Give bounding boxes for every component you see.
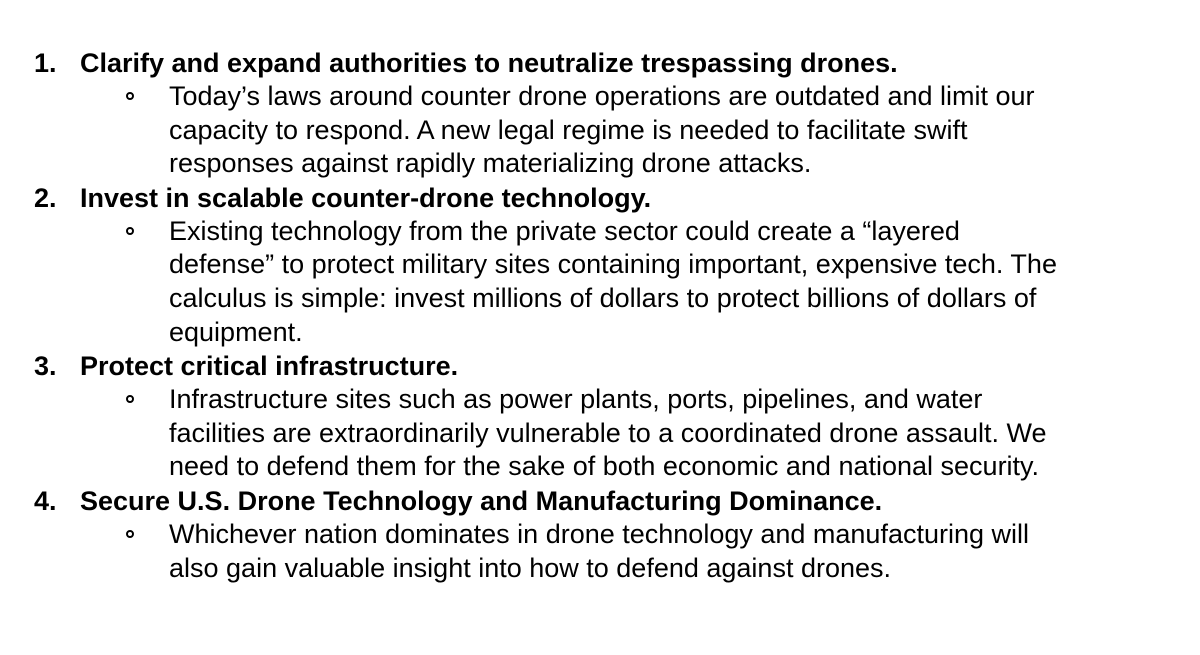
list-item-3 [0,349,1200,484]
hollow-circle-bullet-icon [126,92,134,100]
item-heading: Invest in scalable counter-drone technology. [80,182,652,213]
item-heading: Protect critical infrastructure. [80,351,459,382]
text-line: also gain valuable insight into how to defend against drones. [169,552,891,583]
sub-bullet-text [169,215,1169,349]
sub-bullet [0,518,1200,585]
text-line: equipment. [169,316,303,347]
hollow-circle-bullet-icon [126,395,134,403]
text-line: Today’s laws around counter drone operations are outdated and limit our [169,81,1035,111]
item-number: 2. [34,182,57,213]
text-line: facilities are extraordinarily vulnerable to a coordinated drone assault. We [169,417,1047,448]
sub-bullet [0,80,1200,181]
sub-bullet-text [169,80,1169,181]
sub-bullet [0,383,1200,484]
item-heading: Clarify and expand authorities to neutralize trespassing drones. [80,48,898,78]
item-heading: Secure U.S. Drone Technology and Manufacturing Dominance. [80,485,883,516]
sub-bullet [0,215,1200,349]
sub-bullet-text [169,383,1169,484]
item-number: 3. [34,351,57,382]
text-line: capacity to respond. A new legal regime is needed to facilitate swift [169,114,968,145]
text-line: calculus is simple: invest millions of dollars to protect billions of dollars of [169,282,1037,313]
hollow-circle-bullet-icon [126,227,134,235]
text-line: defense” to protect military sites containing important, expensive tech. The [169,249,1057,280]
item-number: 4. [34,485,57,516]
list-item-2 [0,181,1200,349]
text-line: responses against rapidly materializing drone attacks. [169,148,812,179]
text-line: need to defend them for the sake of both economic and national security. [169,451,1040,482]
item-number: 1. [34,48,57,78]
hollow-circle-bullet-icon [126,530,134,538]
list-item-1 [0,46,1200,181]
text-line: Infrastructure sites such as power plants, ports, pipelines, and water [169,384,983,415]
list-item-4 [0,484,1200,585]
text-line: Existing technology from the private sector could create a “layered [169,215,960,246]
document-body [0,46,1200,585]
sub-bullet-text [169,518,1169,585]
text-line: Whichever nation dominates in drone technology and manufacturing will [169,518,1029,549]
